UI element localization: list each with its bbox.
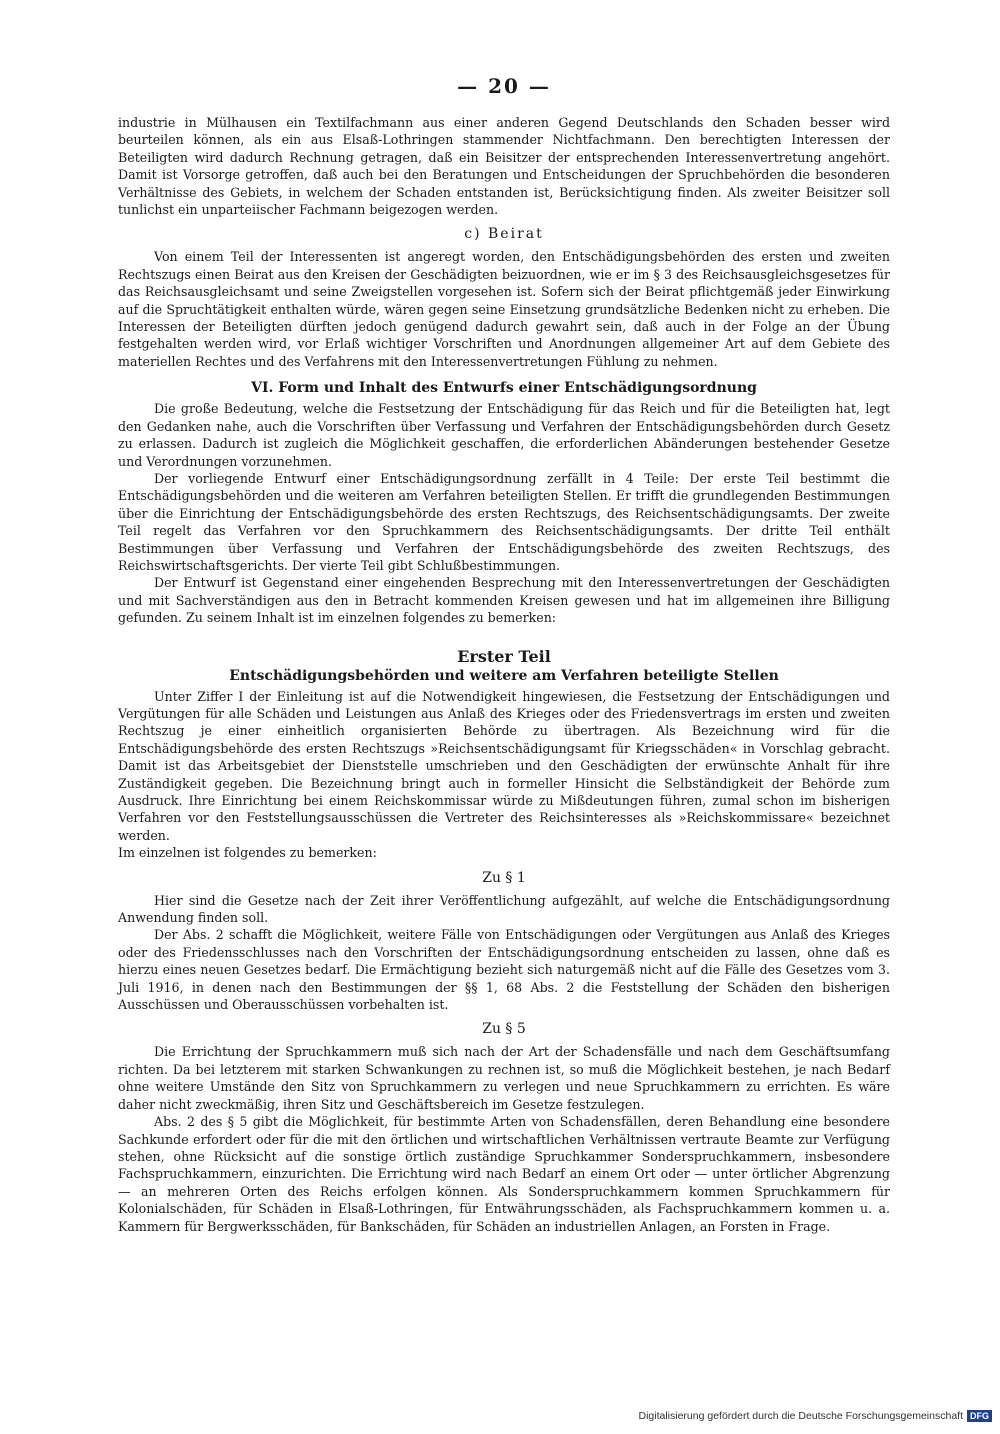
paragraph-vi-2: Der vorliegende Entwurf einer Entschädigungsordnung zerfällt in 4 Teile: Der erste Teil bestimmt die Entschädigungsbehörden und die weiteren am Verfahren beteiligten Stellen. Er trifft die grundlegenden Bestimmungen über die Einrichtung der Entschädigungsbehörde des ersten Rechtszugs, des Reichsentschädigungsamts. Der zweite Teil regelt das Verfahren vor den Spruchkammern des Reichsentschädigungsamts. Der dritte Teil enthält Bestimmungen über Verfassung und Verfahren der Entschädigungsbehörde des zweiten Rechtszugs, des Reichswirtschaftsgerichts. Der vierte Teil gibt Schlußbestimmungen. bbox=[118, 470, 890, 573]
heading-beirat: c) Beirat bbox=[464, 226, 544, 243]
paragraph-part-1: Unter Ziffer I der Einleitung ist auf die Notwendigkeit hingewiesen, die Festsetzung der Entschädigungen und Vergütungen für alle Schäden und Leistungen aus Anlaß des Krieges oder des Friedensvertrags im ersten und zweiten Rechtszug je einer einheitlich organisierten Behörde zu übertragen. Als Bezeichnung wird für die Entschädigungsbehörde des ersten Rechtszugs »Reichsentschädigungsamt für Kriegsschäden« in Vorschlag gebracht. Damit ist das Arbeitsgebiet der Dienststelle umschrieben und den Geschädigten der erwünschte Anhalt für ihre Zuständigkeit gegeben. Die Bezeichnung bringt auch in formeller Hinsicht die Selbständigkeit der Behörde zum Ausdruck. Ihre Einrichtung bei einem Reichskommissar würde zu Mißdeutungen führen, zumal schon im bisherigen Verfahren vor den Feststellungsausschüssen die Vertreter des Reichsinteresses als »Reichskommissare« bezeichnet werden. bbox=[118, 688, 890, 843]
part-subtitle: Entschädigungsbehörden und weitere am Verfahren beteiligte Stellen bbox=[229, 667, 779, 684]
footer-text: Digitalisierung gefördert durch die Deutsche Forschungsgemeinschaft bbox=[638, 1410, 963, 1422]
paragraph-intro: industrie in Mülhausen ein Textilfachmann aus einer anderen Gegend Deutschlands den Schaden besser wird beurteilen können, als ein aus Elsaß-Lothringen stammender Nichtfachmann. Den berechtigten Interessen der Beteiligten wird dadurch Rechnung getragen, daß ein Beisitzer der entsprechenden Interessenvertretung angehört. Damit ist Vorsorge getroffen, daß auch bei den Beratungen und Entscheidungen der Spruchbehörden die besonderen Verhältnisse des Gebiets, in welchem der Schaden entstanden ist, Berücksichtigung finden. Als zweiter Beisitzer soll tunlichst ein unparteiischer Fachmann beigezogen werden. bbox=[118, 115, 890, 218]
part-title: Erster Teil bbox=[457, 646, 551, 666]
paragraph-zu5-1: Die Errichtung der Spruchkammern muß sich nach der Art der Schadensfälle und nach dem Geschäftsumfang richten. Da bei letzterem mit starken Schwankungen zu rechnen ist, so muß die Möglichkeit bestehen, je nach Bedarf ohne weitere Umstände den Sitz von Spruchkammern zu verlegen und neue Spruchkammern zu errichten. Es wäre daher nicht zweckmäßig, ihren Sitz und Geschäftsbereich im Gesetze festzulegen. bbox=[118, 1044, 890, 1112]
paragraph-zu1-2: Der Abs. 2 schafft die Möglichkeit, weitere Fälle von Entschädigungen oder Vergütungen aus Anlaß des Krieges oder des Friedensschlusses nach den Vorschriften der Entschädigungsordnung entscheiden zu lassen, ohne daß es hierzu eines neuen Gesetzes bedarf. Die Ermächtigung bezieht sich naturgemäß nicht auf die Fälle des Gesetzes vom 3. Juli 1916, in denen nach den Bestimmungen der §§ 1, 68 Abs. 2 die Feststellung der Schäden den bisherigen Ausschüssen und Oberausschüssen vorbehalten ist. bbox=[118, 927, 890, 1013]
paragraph-vi-1: Die große Bedeutung, welche die Festsetzung der Entschädigung für das Reich und für die Beteiligten hat, legt den Gedanken nahe, auch die Vorschriften über Verfassung und Verfahren der Entschädigungsbehörden durch Gesetz zu erlassen. Dadurch ist zugleich die Möglichkeit geschaffen, die erforderlichen Abänderungen bestehender Gesetze und Verordnungen vorzunehmen. bbox=[118, 401, 890, 469]
heading-zu-1: Zu § 1 bbox=[482, 869, 526, 886]
footer-credit bbox=[638, 1410, 992, 1422]
paragraph-part-2: Im einzelnen ist folgendes zu bemerken: bbox=[118, 845, 377, 861]
heading-zu-5: Zu § 5 bbox=[482, 1021, 526, 1038]
paragraph-zu5-2: Abs. 2 des § 5 gibt die Möglichkeit, für bestimmte Arten von Schadensfällen, deren Behandlung eine besondere Sachkunde erfordert oder für die mit den örtlichen und wirtschaftlichen Verhältnissen vertraute Beamte zur Verfügung stehen, ohne Rücksicht auf die sonstige örtlich zuständige Spruchkammer Sonderspruchkammern, insbesondere Fachspruchkammern, einzurichten. Die Errichtung wird nach Bedarf an einem Ort oder — unter örtlicher Abgrenzung — an mehreren Orten des Reichs erfolgen können. Als Sonderspruchkammern kommen Spruchkammern für Kolonialschäden, für Schäden in Elsaß-Lothringen, für Entwährungsschäden, als Fachspruchkammern kommen u. a. Kammern für Bergwerksschäden, für Bankschäden, für Schäden an industriellen Anlagen, an Forsten in Frage. bbox=[118, 1114, 890, 1234]
section-heading-vi: VI. Form und Inhalt des Entwurfs einer Entschädigungsordnung bbox=[251, 380, 757, 397]
paragraph-beirat: Von einem Teil der Interessenten ist angeregt worden, den Entschädigungsbehörden des ersten und zweiten Rechtszugs einen Beirat aus den Kreisen der Geschädigten beizuordnen, wie er im § 3 des Reichsausgleichsgesetzes für das Reichsausgleichsamt und seine Zweigstellen vorgesehen ist. Sofern sich der Beirat pflichtgemäß jeder Einwirkung auf die Spruchtätigkeit enthalten würde, wären gegen seine Einsetzung grundsätzliche Bedenken nicht zu erheben. Die Interessen der Beteiligten dürften jedoch genügend dadurch gewahrt sein, daß auch in der Folge an der Übung festgehalten werden wird, vor Erlaß wichtiger Vorschriften und Anordnungen allgemeiner Art auf dem Gebiete des materiellen Rechtes und des Verfahrens mit den Interessenvertretungen Fühlung zu nehmen. bbox=[118, 249, 890, 369]
paragraph-zu1-1: Hier sind die Gesetze nach der Zeit ihrer Veröffentlichung aufgezählt, auf welche die Entschädigungsordnung Anwendung finden soll. bbox=[118, 892, 890, 926]
page-number: — 20 — bbox=[457, 74, 551, 98]
document-page bbox=[118, 74, 890, 1235]
dfg-logo: DFG bbox=[967, 1410, 992, 1422]
paragraph-vi-3: Der Entwurf ist Gegenstand einer eingehenden Besprechung mit den Interessenvertretungen der Geschädigten und mit Sachverständigen aus den in Betracht kommenden Kreisen gewesen und hat im allgemeinen ihre Billigung gefunden. Zu seinem Inhalt ist im einzelnen folgendes zu bemerken: bbox=[118, 575, 890, 626]
